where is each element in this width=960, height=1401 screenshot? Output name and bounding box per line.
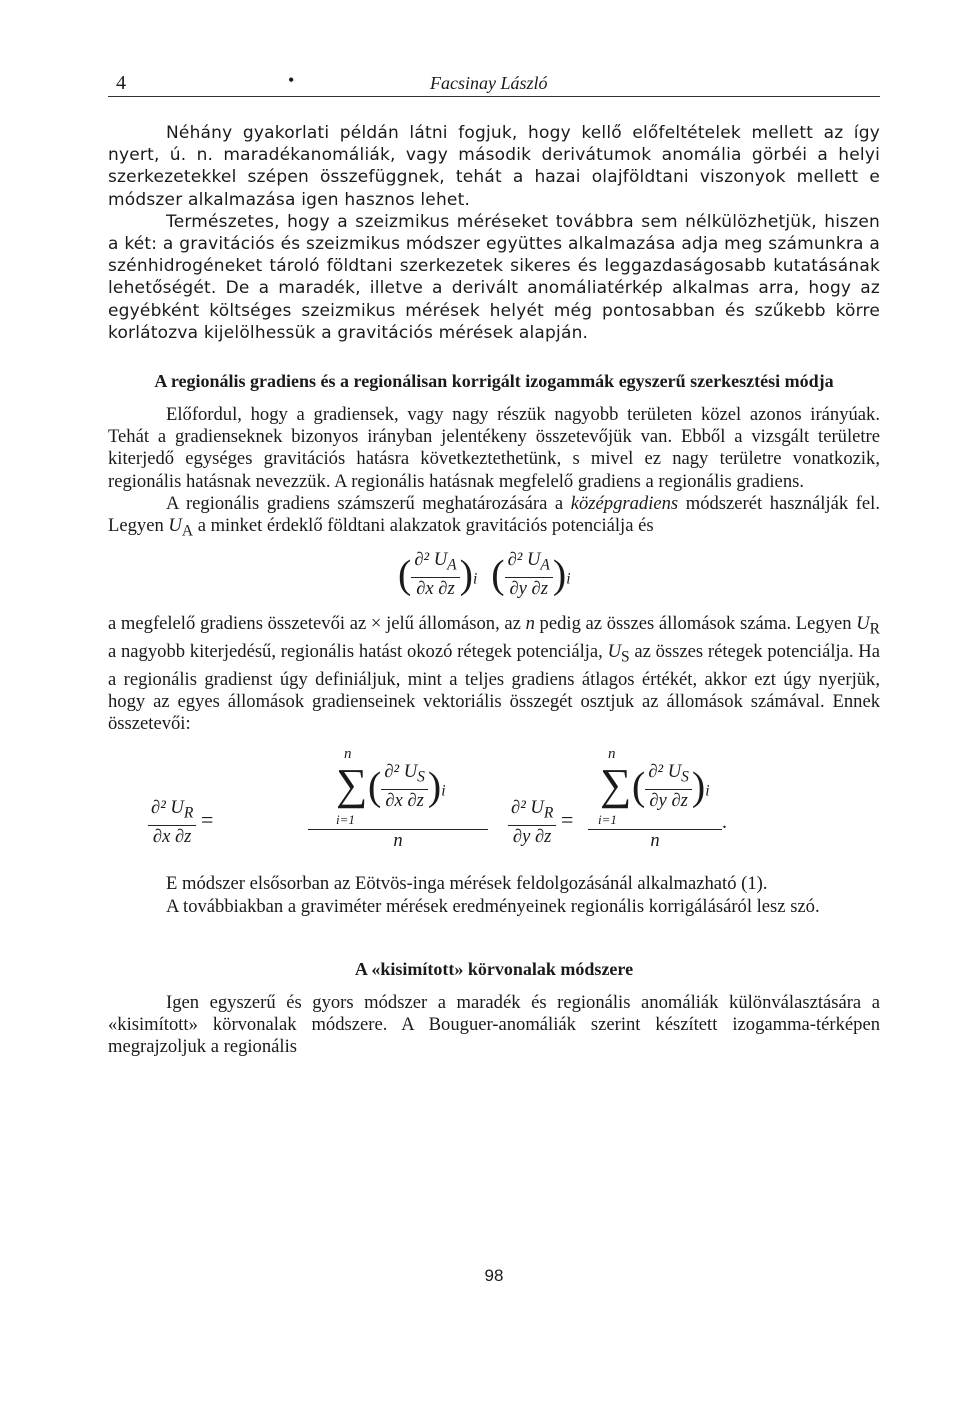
- section-heading-1: A regionális gradiens és a regionálisan korrigált izogammák egyszerű szerkesztési módja: [154, 371, 834, 392]
- body-text: [108, 122, 880, 1058]
- paragraph-6: E módszer elsősorban az Eötvös-inga mérések feldolgozásánál alkalmazható (1).: [166, 873, 768, 895]
- p4-text-b: módszerét használják fel. Legyen: [108, 492, 880, 537]
- lhs-1: $\frac{\partial^2 U_R}{\partial x \partial z}$ =: [148, 797, 213, 848]
- paren-close-1: ): [459, 551, 473, 597]
- index-1: i: [472, 570, 478, 588]
- rhs-1: n ∑ i=1 ( $\frac{\partial^2 U_S}{\partial x \partial z}$ )$_i$ n: [308, 743, 488, 852]
- p4-emphasis: középgradiens: [570, 492, 679, 514]
- paragraph-7: A továbbiakban a graviméter mérések eredményeinek regionális korrigálásáról lesz szó.: [166, 895, 820, 917]
- section-heading-2: A «kisimított» körvonalak módszere: [354, 958, 634, 979]
- index-2: i: [566, 570, 571, 588]
- paragraph-3: Előfordul, hogy a gradiensek, vagy nagy részük nagyobb területen közel azonos irányúak. Tehát a gradienseknek bizonyos irányban jelentékeny összetevőjük van. Ebből a vizsgált területre kiterjedő egységes gravitációs hatásra következtethetünk, s mivel ez nagy területre vonatkozik, regionális hatásnak nevezzük. A regionális hatásnak megfelelő gradiens a regionális gradiens.: [108, 404, 880, 492]
- paragraph-1: Néhány gyakorlati példán látni fogjuk, hogy kellő előfeltételek mellett az így nyert, ú. n. maradékanomáliák, vagy második derivátumok anomália görbéi a helyi szerkezetekkel szépen összefüggnek, tehát a hazai olajföldtani viszonyok mellett e módszer alkalmazása igen hasznos lehet.: [108, 123, 880, 210]
- paragraph-2: Természetes, hogy a szeizmikus méréseket továbbra sem nélkülözhetjük, hiszen a két: a gravitációs és szeizmikus módszer együttes alkalmazása adja meg számunkra a szénhidrogéneket tároló földtani szerkezetek sikeres és leggazdaságosabb kutatásának lehetőségét. De a maradék, illetve a derivált anomáliatérkép alkalmas arra, hogy az egyébként költséges szeizmikus mérések helyét még pontosabban és szűkebb körre korlátozva kijelölhessük a gravitációs mérések alapján.: [108, 211, 880, 343]
- paren-close-2: ): [552, 551, 567, 597]
- paragraph-5: a megfelelő gradiens összetevői az × jelű állomáson, az n pedig az összes állomások száma. Legyen $U_R$ a nagyobb kiterjedésű, regionális hatást okozó rétegek potenciálja, $U_S$ az összes rétegek potenciálja. Ha a regionális gradienst úgy definiáljuk, mint a teljes gradiens átlagos értékét, akkor ezt úgy nyerjük, hogy az egyes állomások gradienseinek vektoriális összegét osztjuk az állomások számával. Ennek összetevői:: [108, 612, 880, 735]
- lhs-2: $\frac{\partial^2 U_R}{\partial y \partial z}$ =: [508, 797, 573, 848]
- header-page-number: 4: [116, 72, 126, 94]
- rhs-2: n ∑ i=1 ( $\frac{\partial^2 U_S}{\partial y \partial z}$ )$_i$ n: [588, 743, 722, 852]
- p4-var: U: [168, 515, 182, 537]
- header-bullet: •: [288, 70, 295, 90]
- paragraph-8: Igen egyszerű és gyors módszer a maradék és regionális anomáliák különválasztására a «kisimított» körvonalak módszere. A Bouguer-anomáliák szerint készített izogamma-térképen megrajzoljuk a regionális: [108, 991, 880, 1058]
- p4-text-c: a minket érdeklő földtani alakzatok gravitációs potenciálja és: [193, 515, 654, 537]
- header-author: Facsinay László: [430, 73, 548, 93]
- fraction-2: $\frac{\partial^2 U_A}{\partial y \partial z}$: [505, 549, 553, 600]
- paragraph-4: [108, 493, 880, 543]
- formula-1: [108, 543, 880, 613]
- paren-open-2: (: [491, 551, 505, 597]
- footer-page-number: 98: [484, 1266, 504, 1285]
- paren-open-1: (: [398, 551, 412, 597]
- p4-var-sub: A: [181, 522, 194, 540]
- p4-text-a: A regionális gradiens számszerű meghatározására a: [166, 492, 571, 514]
- formula-2: $\frac{\partial^2 U_R}{\partial x \partial z}$ = n ∑ i=1 ( $\frac{\partial^2 U_S}{\partial x \partial z}$ )$_i$ n $\frac{\partial^2 U_R}{\partial y \partial z}$ = n ∑ i=1 ( $\frac{\partial^2 U_S}{\partial y \partial z}$ )$_i$ n .: [108, 743, 880, 873]
- fraction-1: $\frac{\partial^2 U_A}{\partial x \partial z}$: [411, 549, 459, 600]
- running-header: [108, 70, 880, 97]
